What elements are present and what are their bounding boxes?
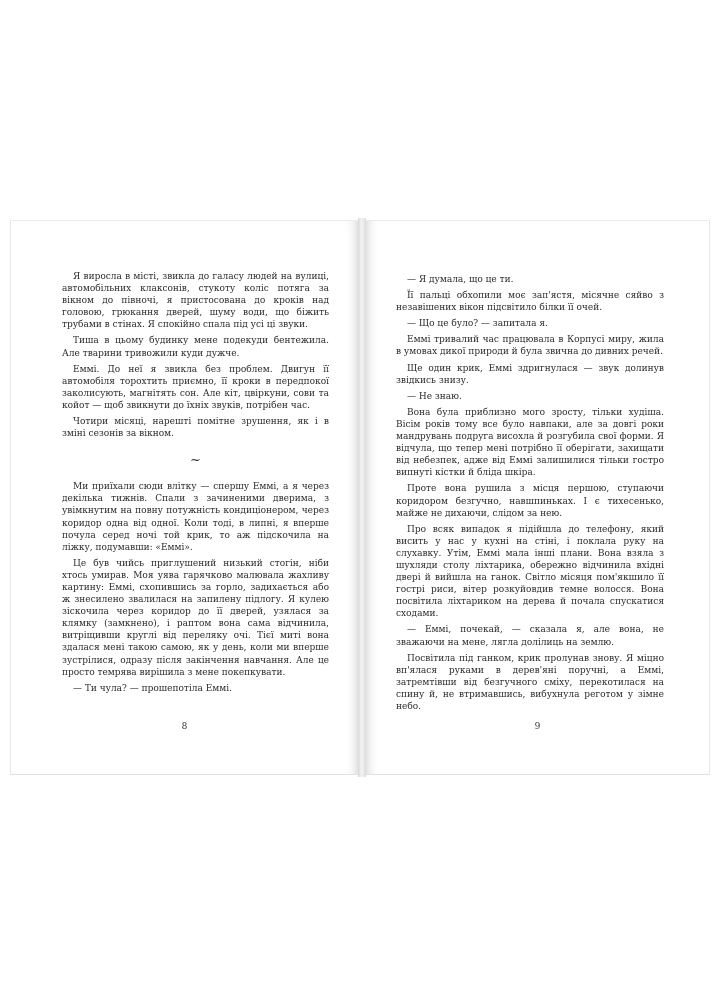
- paragraph: Проте вона рушила з місця першою, ступаючи коридором безгучно, навшпиньках. І є тихесенько, майже не дихаючи, слідом за нею.: [396, 484, 664, 519]
- paragraph: Ще один крик, Еммі здригнулася — звук долинув звідкись знизу.: [396, 363, 664, 386]
- page-number-left: 8: [181, 722, 188, 732]
- right-page-text: [396, 274, 664, 717]
- paragraph: Еммі. До неї я звикла без проблем. Двигун її автомобіля торохтить приємно, її кроки в передпокої заколисують, магнітять сон. Але кіт, цвіркуни, сови та койот — щоб звикнути до їхніх звуків, потрібен час.: [62, 364, 329, 411]
- paragraph: Вона була приблизно мого зросту, тільки худіша. Вісім років тому все було навпаки, але за довгі роки мандрувань подруга висохла й розгубила свої форми. Я відчула, що тепер мені потрібно її оберігати, захищати від небезпек, адже від Еммі залишилися тільки гостро випнуті кістки й бліда шкіра.: [396, 407, 664, 479]
- page-number-right: 9: [534, 722, 541, 732]
- section-ornament: ~: [190, 453, 201, 469]
- paragraph: — Не знаю.: [407, 391, 462, 402]
- paragraph: — Що це було? — запитала я.: [407, 319, 548, 330]
- paragraph: Її пальці обхопили моє зап'ястя, місячне сяйво з незавішених вікон підсвітило білки її очей.: [396, 291, 664, 314]
- left-page: [10, 220, 358, 775]
- paragraph: Чотири місяці, нарешті помітне зрушення, як і в зміні сезонів за вікном.: [62, 417, 329, 440]
- paragraph: Еммі тривалий час працювала в Корпусі миру, жила в умовах дикої природи й була звична до дивних речей.: [396, 335, 664, 358]
- paragraph: Ми приїхали сюди влітку — спершу Еммі, а я через декілька тижнів. Спали з зачиненими дверима, з увімкнутим на повну потужність кондиціонером, через коридор одна від одної. Коли тоді, в липні, я вперше почула серед ночі той крик, то аж підскочила на ліжку, подумавши: «Еммі».: [62, 482, 329, 553]
- right-page: [366, 220, 710, 775]
- paragraph: — Я думала, що це ти.: [407, 275, 514, 285]
- paragraph: Про всяк випадок я підійшла до телефону, який висить у нас у кухні на стіні, і поклала руку на слухавку. Утім, Еммі мала інші плани. Вона взяла з шухляди столу ліхтарика, обережно відчинила вхідні двері й вийшла на ганок. Світло місяця пом'якшило її гострі риси, вітер розкуйовдив темне волосся. Вона посвітила ліхтариком на дерева й почала спускатися сходами.: [396, 524, 664, 620]
- paragraph: Я виросла в місті, звикла до галасу людей на вулиці, автомобільних клаксонів, стукоту коліс потяга за вікном до півночі, я пристосована до кроків над головою, грюкання дверей, шуму води, що біжить трубами в стінах. Я спокійно спала під усі ці звуки.: [62, 272, 329, 331]
- left-page-text: [62, 271, 329, 699]
- paragraph: Це був чийсь приглушений низький стогін, ніби хтось умирав. Моя уява гарячково малювала жахливу картину: Еммі, схопившись за горло, задихається або ж знесилено звалилася на запилену підлогу. Я кулею зіскочила через коридор до її дверей, узялася за клямку (замкнено), і раптом вона сама відчинила, витріщивши круглі від переляку очі. Тієї миті вона здалася мені такою самою, як у день, коли ми вперше зустрілися, одразу після закінчення навчання. Але це просто темрява вирішила з мене покепкувати.: [62, 558, 329, 678]
- paragraph: Посвітила під ганком, крик пролунав знову. Я міцно вп'ялася руками в дерев'яні поручні, а Еммі, затремтівши від безгучного сміху, перекотилася на спину й, не втримавшись, вибухнула реготом у зімне небо.: [396, 653, 664, 712]
- book-gutter: [358, 218, 366, 777]
- paragraph: — Ти чула? — прошепотіла Еммі.: [73, 683, 232, 694]
- paragraph: — Еммі, почекай, — сказала я, але вона, не зважаючи на мене, лягла долілиць на землю.: [396, 625, 664, 648]
- paragraph: Тиша в цьому будинку мене подекуди бентежила. Але тварини тривожили куди дужче.: [62, 336, 329, 359]
